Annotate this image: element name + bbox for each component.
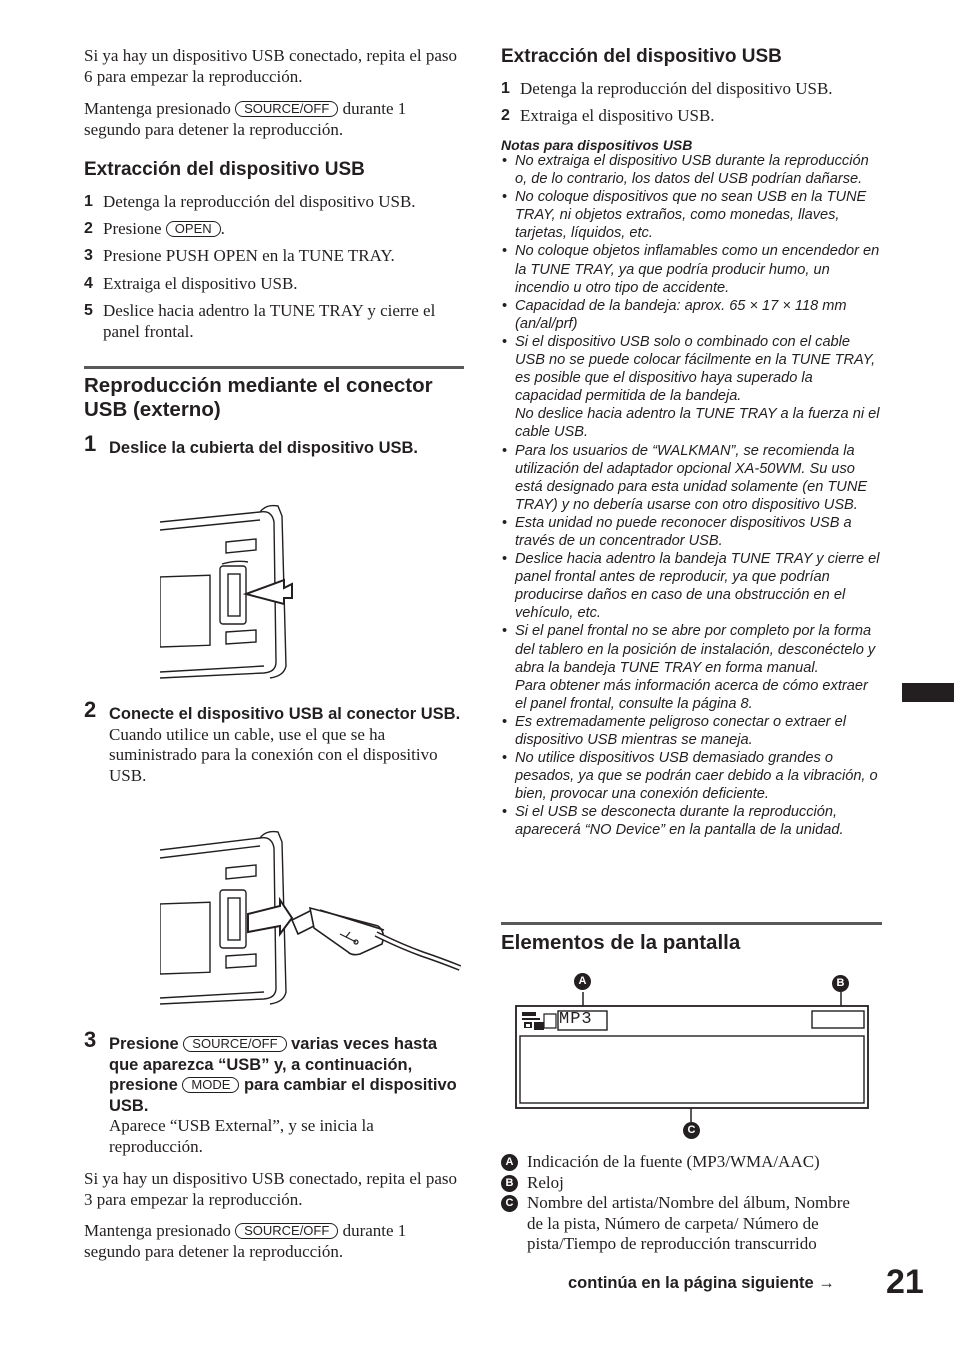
paragraph-repeat-step3: Si ya hay un dispositivo USB conectado, repita el paso 3 para empezar la reproducción. xyxy=(84,1169,457,1209)
usb-notes-list xyxy=(501,152,883,840)
paragraph-repeat-step6: Si ya hay un dispositivo USB conectado, repita el paso 6 para empezar la reproducción. xyxy=(84,46,457,86)
display-label-c: C xyxy=(683,1122,700,1139)
extract-step-5: 5 Deslice hacia adentro la TUNE TRAY y cierre el panel frontal. xyxy=(84,301,436,341)
note-item: • Si el panel frontal no se abre por completo por la forma del tablero en la posición de instalación, desconéctelo y abra la bandeja TUNE TRAY en forma manual. Para obtener más información acerca de cómo extraer el panel frontal, consulte la página 8. xyxy=(502,623,876,712)
display-diagram xyxy=(514,972,870,1144)
source-off-key: SOURCE/OFF xyxy=(235,101,338,117)
section-rule xyxy=(84,366,464,369)
heading-usb-external: Reproducción mediante el conector USB (externo) xyxy=(84,374,433,421)
legend-item-c: C Nombre del artista/Nombre del álbum, Nombre de la pista, Número de carpeta/ Número de pista/Tiempo de reproducción transcurrido xyxy=(501,1193,861,1255)
note-item: • No coloque dispositivos que no sean USB en la TUNE TRAY, ni objetos extraños, como monedas, llaves, tarjetas, líquidos, etc. xyxy=(502,189,867,242)
note-item: • Para los usuarios de “WALKMAN”, se recomienda la utilización del adaptador opcional XA-50WM. Su uso está designado para esta unidad solamente (en TUNE TRAY) y no debería usarse con otro dispositivo USB. xyxy=(502,442,868,513)
note-item: • Deslice hacia adentro la bandeja TUNE TRAY y cierre el panel frontal antes de reproducir, ya que podrían producirse daños en caso de una obstrucción en el vehículo, etc. xyxy=(502,551,880,622)
note-item: • Es extremadamente peligroso conectar o extraer el dispositivo USB mientras se maneja. xyxy=(502,713,846,748)
note-item: • No coloque objetos inflamables como un encendedor en la TUNE TRAY, ya que podría producir humo, un incendio u otro tipo de accidente. xyxy=(502,243,880,296)
note-item: • No utilice dispositivos USB demasiado grandes o pesados, ya que se podrán caer debido a la vibración, o bien, provocar una conexión deficiente. xyxy=(502,750,878,803)
extract-step-3: 3 Presione PUSH OPEN en la TUNE TRAY. xyxy=(84,246,395,265)
usb-cover-illustration xyxy=(160,502,386,680)
heading-usb-extraction-2: Extracción del dispositivo USB xyxy=(501,46,782,67)
paragraph-stop-playback-2: Mantenga presionado SOURCE/OFF durante 1 segundo para detener la reproducción. xyxy=(84,1221,407,1261)
repro-step-2: 2 Conecte el dispositivo USB al conector USB. Cuando utilice un cable, use el que se ha suministrado para la conexión con el dispositivo USB. xyxy=(84,697,461,785)
continued-next-page: continúa en la página siguiente → xyxy=(568,1274,835,1292)
note-item: • No extraiga el dispositivo USB durante la reproducción o, de lo contrario, los datos del USB podrían dañarse. xyxy=(502,153,869,188)
heading-usb-extraction: Extracción del dispositivo USB xyxy=(84,159,365,180)
usb-connect-illustration xyxy=(160,828,472,1006)
display-label-a: A xyxy=(574,973,591,990)
display-label-b: B xyxy=(832,975,849,992)
heading-display-elements: Elementos de la pantalla xyxy=(501,931,741,954)
mode-key: MODE xyxy=(182,1077,239,1093)
page-number: 21 xyxy=(886,1263,924,1301)
section-rule xyxy=(501,922,882,925)
legend-item-b: B Reloj xyxy=(501,1173,883,1194)
open-key: OPEN xyxy=(166,221,221,237)
source-off-key: SOURCE/OFF xyxy=(235,1223,338,1239)
notes-title: Notas para dispositivos USB xyxy=(501,137,693,153)
source-off-key: SOURCE/OFF xyxy=(183,1036,286,1052)
note-item: • Si el dispositivo USB solo o combinado con el cable USB no se puede colocar fácilmente en la TUNE TRAY, es posible que el dispositivo haya superado la capacidad permitida de la bandeja. No deslice hacia adentro la TUNE TRAY a la fuerza ni el cable USB. xyxy=(502,333,880,441)
repro-step-1: 1 Deslice la cubierta del dispositivo USB. xyxy=(84,431,419,457)
extract2-step-1: 1 Detenga la reproducción del dispositivo USB. xyxy=(501,79,833,98)
legend-item-a: A Indicación de la fuente (MP3/WMA/AAC) xyxy=(501,1152,883,1173)
lcd-source-text: MP3 xyxy=(559,1010,593,1029)
section-tab xyxy=(902,683,954,702)
note-item: • Si el USB se desconecta durante la reproducción, aparecerá “NO Device” en la pantalla de la unidad. xyxy=(502,804,844,839)
extract-step-1: 1 Detenga la reproducción del dispositivo USB. xyxy=(84,192,416,211)
extract2-step-2: 2 Extraiga el dispositivo USB. xyxy=(501,106,715,125)
note-item: • Capacidad de la bandeja: aprox. 65 × 17 × 118 mm (an/al/prf) xyxy=(502,297,847,332)
repro-step-3: 3 Presione SOURCE/OFF varias veces hasta que aparezca “USB” y, a continuación, presione MODE para cambiar el dispositivo USB. Aparece “USB External”, y se inicia la reproducción. xyxy=(84,1027,457,1156)
note-item: • Esta unidad no puede reconocer dispositivos USB a través de un concentrador USB. xyxy=(502,514,852,549)
paragraph-stop-playback: Mantenga presionado SOURCE/OFF durante 1 segundo para detener la reproducción. xyxy=(84,99,407,139)
extract-step-4: 4 Extraiga el dispositivo USB. xyxy=(84,274,298,293)
extract-step-2: 2 Presione OPEN . xyxy=(84,219,225,238)
